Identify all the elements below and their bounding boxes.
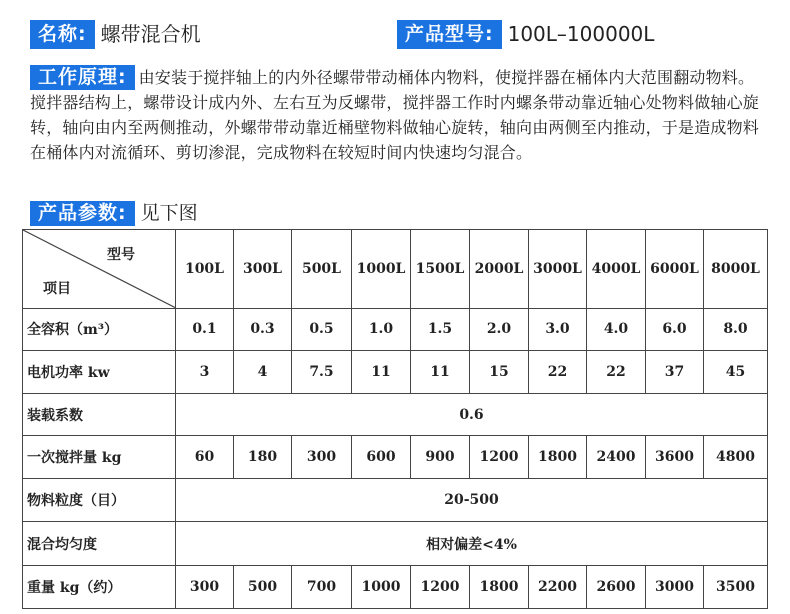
merged-value-cell: 20-500 bbox=[176, 479, 768, 522]
spec-table bbox=[22, 229, 768, 609]
value-cell: 700 bbox=[292, 566, 352, 609]
params-tag: 产品参数: bbox=[30, 201, 135, 226]
row-label: 混合均匀度 bbox=[23, 522, 176, 566]
value-cell: 1800 bbox=[529, 436, 587, 479]
value-cell: 1200 bbox=[411, 566, 470, 609]
value-cell: 3500 bbox=[704, 566, 768, 609]
table-row bbox=[23, 394, 768, 436]
value-cell: 300 bbox=[292, 436, 352, 479]
product-params-heading bbox=[30, 201, 198, 226]
working-principle bbox=[30, 65, 760, 165]
value-cell: 0.3 bbox=[234, 308, 292, 351]
value-cell: 900 bbox=[411, 436, 470, 479]
model-header-cell: 4000L bbox=[587, 230, 646, 309]
value-cell: 8.0 bbox=[704, 308, 768, 351]
row-label: 电机功率 kw bbox=[23, 351, 176, 394]
value-cell: 22 bbox=[587, 351, 646, 394]
model-header-cell: 2000L bbox=[470, 230, 529, 309]
product-name-block bbox=[30, 20, 201, 49]
value-cell: 37 bbox=[646, 351, 704, 394]
value-cell: 1000 bbox=[352, 566, 411, 609]
row-label: 一次搅拌量 kg bbox=[23, 436, 176, 479]
header-row bbox=[30, 20, 770, 50]
corner-item-label: 项目 bbox=[43, 280, 71, 297]
value-cell: 3000 bbox=[646, 566, 704, 609]
value-cell: 1800 bbox=[470, 566, 529, 609]
model-header-cell: 1000L bbox=[352, 230, 411, 309]
model-header-cell: 100L bbox=[176, 230, 234, 309]
value-cell: 1200 bbox=[470, 436, 529, 479]
model-header-cell: 8000L bbox=[704, 230, 768, 309]
value-cell: 4.0 bbox=[587, 308, 646, 351]
value-cell: 0.1 bbox=[176, 308, 234, 351]
value-cell: 2200 bbox=[529, 566, 587, 609]
table-row bbox=[23, 479, 768, 522]
value-cell: 300 bbox=[176, 566, 234, 609]
value-cell: 45 bbox=[704, 351, 768, 394]
value-cell: 1.5 bbox=[411, 308, 470, 351]
value-cell: 15 bbox=[470, 351, 529, 394]
value-cell: 600 bbox=[352, 436, 411, 479]
value-cell: 3600 bbox=[646, 436, 704, 479]
model-header-cell: 1500L bbox=[411, 230, 470, 309]
principle-tag: 工作原理: bbox=[30, 65, 135, 90]
value-cell: 11 bbox=[352, 351, 411, 394]
table-row bbox=[23, 436, 768, 479]
name-tag: 名称: bbox=[30, 20, 95, 49]
value-cell: 3 bbox=[176, 351, 234, 394]
product-name: 螺带混合机 bbox=[100, 22, 201, 46]
model-header-cell: 3000L bbox=[529, 230, 587, 309]
value-cell: 500 bbox=[234, 566, 292, 609]
row-label: 全容积（m³） bbox=[23, 308, 176, 351]
model-header-cell: 6000L bbox=[646, 230, 704, 309]
product-model: 100L–100000L bbox=[507, 22, 655, 46]
model-header-cell: 500L bbox=[292, 230, 352, 309]
row-label: 物料粒度（目） bbox=[23, 479, 176, 522]
table-header-row bbox=[23, 230, 768, 309]
table-row bbox=[23, 566, 768, 609]
params-value: 见下图 bbox=[140, 202, 198, 224]
value-cell: 2400 bbox=[587, 436, 646, 479]
corner-cell bbox=[23, 230, 176, 309]
corner-model-label: 型号 bbox=[107, 247, 135, 263]
merged-value-cell: 相对偏差<4% bbox=[176, 522, 768, 566]
value-cell: 4 bbox=[234, 351, 292, 394]
value-cell: 1.0 bbox=[352, 308, 411, 351]
table-row bbox=[23, 308, 768, 351]
value-cell: 11 bbox=[411, 351, 470, 394]
principle-text: 由安装于搅拌轴上的内外径螺带带动桶体内物料，使搅拌器在桶体内大范围翻动物料。搅拌器结构上，螺带设计成内外、左右互为反螺带，搅拌器工作时内螺条带动靠近轴心处物料做轴心旋转，轴向由内至两侧推动，外螺带带动靠近桶壁物料做轴心旋转，轴向由两侧至内推动，于是造成物料在桶体内对流循环、剪切渗混，完成物料在较短时间内快速均匀混合。 bbox=[30, 68, 760, 162]
value-cell: 6.0 bbox=[646, 308, 704, 351]
model-tag: 产品型号: bbox=[397, 20, 502, 49]
value-cell: 2600 bbox=[587, 566, 646, 609]
value-cell: 0.5 bbox=[292, 308, 352, 351]
row-label: 装载系数 bbox=[23, 394, 176, 436]
value-cell: 60 bbox=[176, 436, 234, 479]
table-row bbox=[23, 522, 768, 566]
value-cell: 22 bbox=[529, 351, 587, 394]
value-cell: 3.0 bbox=[529, 308, 587, 351]
model-header-cell: 300L bbox=[234, 230, 292, 309]
value-cell: 7.5 bbox=[292, 351, 352, 394]
value-cell: 180 bbox=[234, 436, 292, 479]
table-row bbox=[23, 351, 768, 394]
merged-value-cell: 0.6 bbox=[176, 394, 768, 436]
row-label: 重量 kg（约） bbox=[23, 566, 176, 609]
product-model-block bbox=[397, 20, 654, 49]
value-cell: 4800 bbox=[704, 436, 768, 479]
value-cell: 2.0 bbox=[470, 308, 529, 351]
